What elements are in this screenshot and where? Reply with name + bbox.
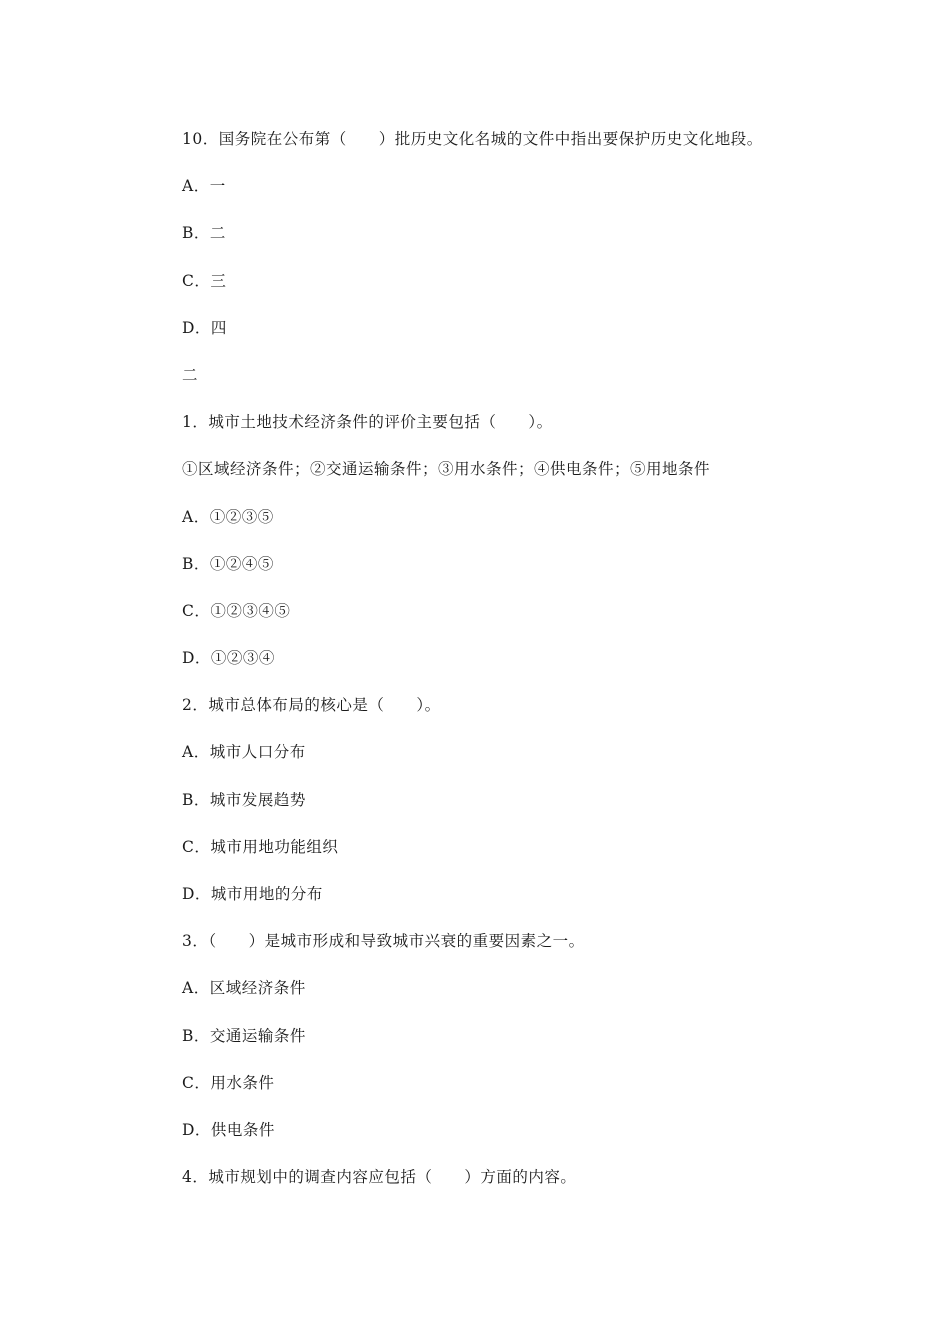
option-c: C．用水条件 — [182, 1073, 275, 1092]
option-d: D．城市用地的分布 — [182, 885, 323, 903]
option-b: B．①②④⑤ — [182, 554, 274, 573]
option-a: A．①②③⑤ — [182, 507, 274, 526]
option-d: D．四 — [182, 318, 227, 337]
option-c: C．三 — [182, 271, 227, 290]
option-c: C．①②③④⑤ — [182, 601, 291, 620]
question-3: 3．（ ）是城市形成和导致城市兴衰的重要因素之一。 — [182, 932, 585, 951]
section-heading: 二 — [182, 365, 199, 384]
option-d: D．供电条件 — [182, 1120, 275, 1139]
option-c: C．城市用地功能组织 — [182, 837, 339, 856]
question-10: 10．国务院在公布第（ ）批历史文化名城的文件中指出要保护历史文化地段。 — [182, 130, 763, 148]
option-a: A．一 — [182, 177, 226, 196]
option-b: B．交通运输条件 — [182, 1026, 306, 1045]
question-2: 2．城市总体布局的核心是（ ）。 — [182, 696, 441, 715]
question-4: 4．城市规划中的调查内容应包括（ ）方面的内容。 — [182, 1168, 577, 1187]
question-1-items: ①区域经济条件；②交通运输条件；③用水条件；④供电条件；⑤用地条件 — [182, 460, 711, 479]
option-d: D．①②③④ — [182, 649, 275, 668]
option-b: B．二 — [182, 224, 226, 243]
option-a: A．城市人口分布 — [182, 743, 306, 762]
document-body — [182, 127, 882, 1212]
question-1: 1．城市土地技术经济条件的评价主要包括（ ）。 — [182, 413, 553, 432]
option-a: A．区域经济条件 — [182, 979, 306, 998]
option-b: B．城市发展趋势 — [182, 790, 306, 809]
